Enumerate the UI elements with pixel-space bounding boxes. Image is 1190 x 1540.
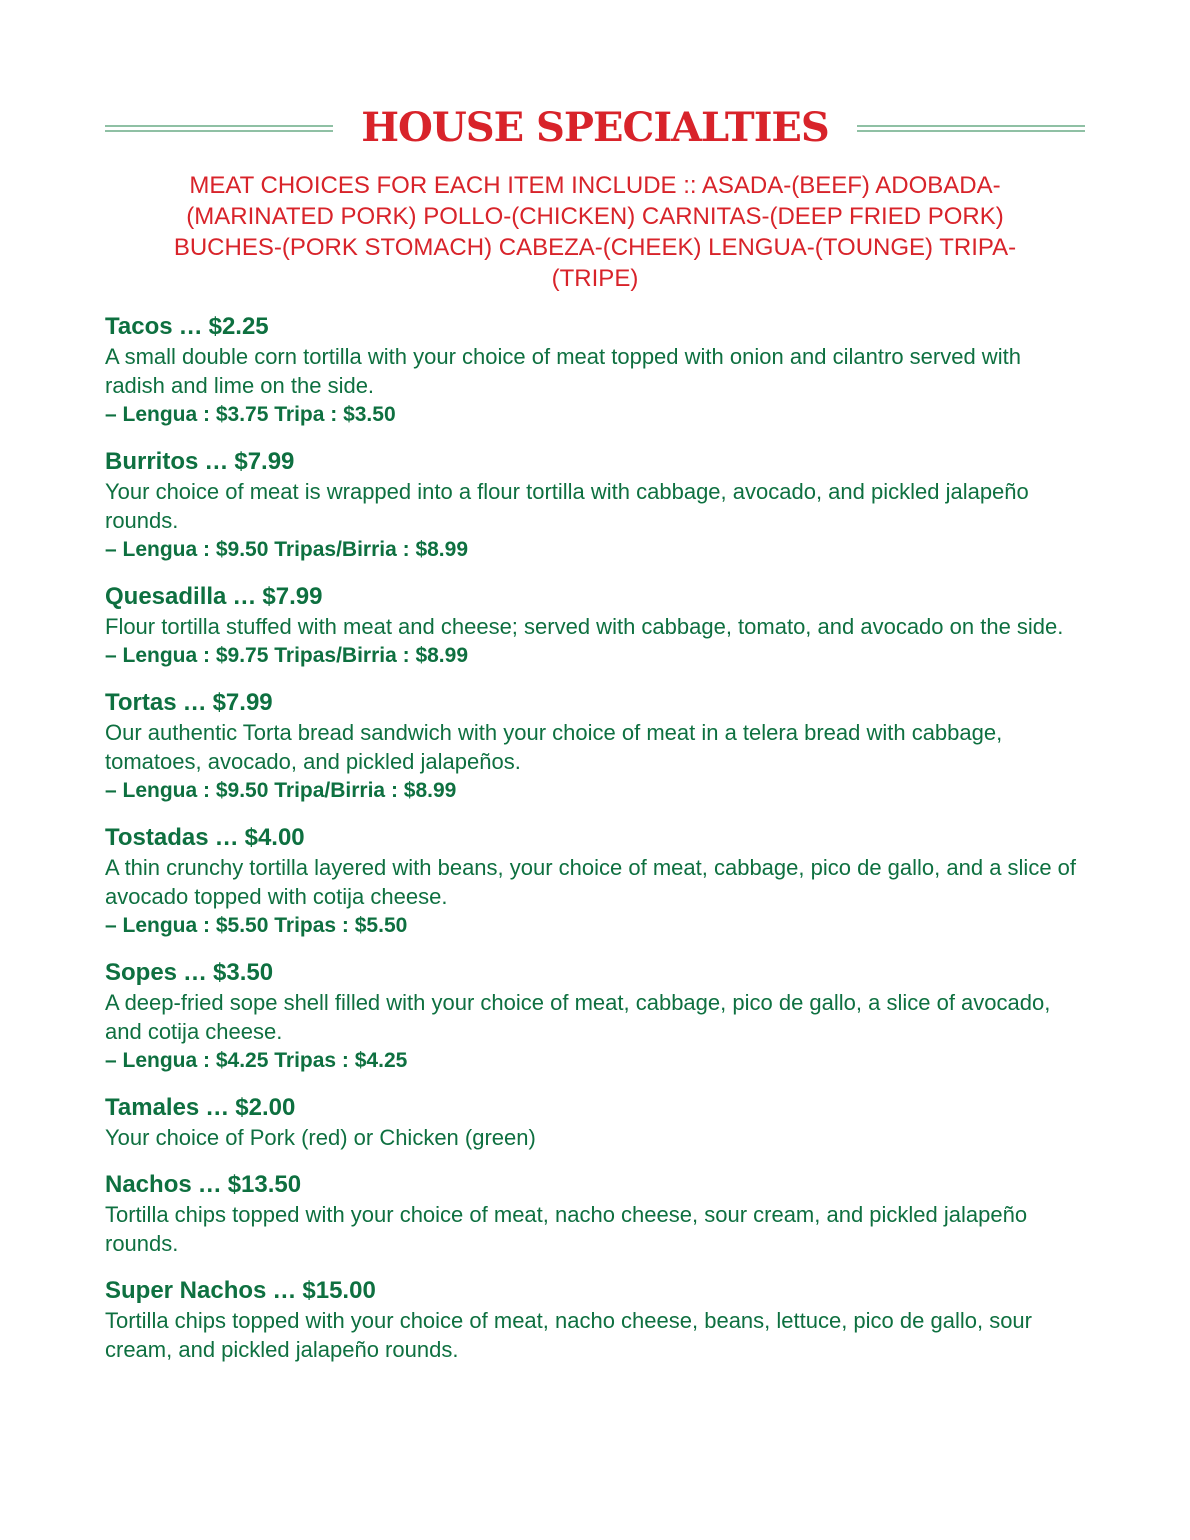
item-separator: … — [272, 1277, 297, 1304]
item-price: $4.00 — [244, 824, 305, 851]
item-description: Tortilla chips topped with your choice of meat, nacho cheese, beans, lettuce, pico de gallo, sour cream, and pickled jalapeño rounds. — [105, 1308, 1032, 1362]
item-price: $15.00 — [302, 1277, 376, 1304]
item-description: A thin crunchy tortilla layered with beans, your choice of meat, cabbage, pico de gallo, and a slice of avocado topped with cotija cheese. — [105, 855, 1077, 909]
item-name: Quesadilla — [105, 583, 227, 610]
item-extra-prices: – Lengua : $3.75 Tripa : $3.50 — [105, 403, 396, 426]
item-name: Tacos — [105, 313, 173, 340]
item-price: $7.99 — [262, 583, 323, 610]
item-heading — [105, 447, 1085, 476]
item-price: $2.00 — [235, 1094, 296, 1121]
item-heading — [105, 1276, 1085, 1305]
item-description: Our authentic Torta bread sandwich with your choice of meat in a telera bread with cabbage, tomatoes, avocado, and pickled jalapeños. — [105, 720, 1003, 774]
item-heading — [105, 688, 1085, 717]
right-divider — [857, 125, 1085, 132]
menu-item — [105, 823, 1085, 940]
menu-item — [105, 1276, 1085, 1364]
menu-page — [105, 96, 1085, 1382]
item-separator: … — [214, 824, 239, 851]
item-heading — [105, 1093, 1085, 1122]
item-price: $3.50 — [213, 959, 274, 986]
item-separator: … — [182, 689, 207, 716]
item-separator: … — [232, 583, 257, 610]
item-price: $13.50 — [227, 1171, 302, 1198]
item-description: Tortilla chips topped with your choice of meat, nacho cheese, sour cream, and pickled jalapeño rounds. — [105, 1202, 1028, 1256]
item-extra-prices: – Lengua : $9.50 Tripa/Birria : $8.99 — [105, 779, 457, 802]
item-description: Flour tortilla stuffed with meat and cheese; served with cabbage, tomato, and avocado on the side. — [105, 614, 1064, 639]
item-separator: … — [178, 313, 203, 340]
item-name: Burritos — [105, 448, 199, 475]
item-separator: … — [205, 1094, 230, 1121]
menu-item — [105, 1170, 1085, 1258]
item-heading — [105, 582, 1085, 611]
item-name: Sopes — [105, 959, 178, 986]
item-extra-prices: – Lengua : $4.25 Tripas : $4.25 — [105, 1049, 408, 1072]
item-name: Super Nachos — [105, 1277, 267, 1304]
item-description: A small double corn tortilla with your choice of meat topped with onion and cilantro served with radish and lime on the side. — [105, 344, 1021, 398]
menu-item — [105, 582, 1085, 670]
item-heading — [105, 1170, 1085, 1199]
item-name: Tostadas — [105, 824, 209, 851]
item-extra-prices: – Lengua : $9.75 Tripas/Birria : $8.99 — [105, 644, 468, 667]
item-separator: … — [197, 1171, 222, 1198]
meat-choices-note: MEAT CHOICES FOR EACH ITEM INCLUDE :: ASADA-(BEEF) ADOBADA-(MARINATED PORK) POLLO-(CHICKEN) CARNITAS-(DEEP FRIED PORK) BUCHES-(PORK STOMACH) CABEZA-(CHEEK) LENGUA-(TOUNGE) TRIPA-(TRIPE) — [173, 172, 1017, 292]
item-heading — [105, 312, 1085, 341]
item-separator: … — [183, 959, 208, 986]
menu-item — [105, 312, 1085, 429]
left-divider — [105, 125, 333, 132]
menu-item — [105, 447, 1085, 564]
item-name: Nachos — [105, 1171, 192, 1198]
item-extra-prices: – Lengua : $9.50 Tripas/Birria : $8.99 — [105, 538, 468, 561]
menu-item — [105, 958, 1085, 1075]
item-description: Your choice of meat is wrapped into a flour tortilla with cabbage, avocado, and pickled jalapeño rounds. — [105, 479, 1029, 533]
page-title: HOUSE SPECIALTIES — [361, 104, 829, 151]
menu-header — [105, 96, 1085, 160]
item-description: Your choice of Pork (red) or Chicken (green) — [105, 1125, 536, 1150]
item-price: $7.99 — [234, 448, 295, 475]
menu-item — [105, 688, 1085, 805]
item-extra-prices: – Lengua : $5.50 Tripas : $5.50 — [105, 914, 408, 937]
item-separator: … — [204, 448, 229, 475]
item-heading — [105, 958, 1085, 987]
menu-items-list — [105, 312, 1085, 1364]
item-price: $2.25 — [208, 313, 269, 340]
menu-item — [105, 1093, 1085, 1152]
item-description: A deep-fried sope shell filled with your choice of meat, cabbage, pico de gallo, a slice of avocado, and cotija cheese. — [105, 990, 1051, 1044]
item-name: Tamales — [105, 1094, 200, 1121]
item-name: Tortas — [105, 689, 177, 716]
item-price: $7.99 — [212, 689, 273, 716]
item-heading — [105, 823, 1085, 852]
